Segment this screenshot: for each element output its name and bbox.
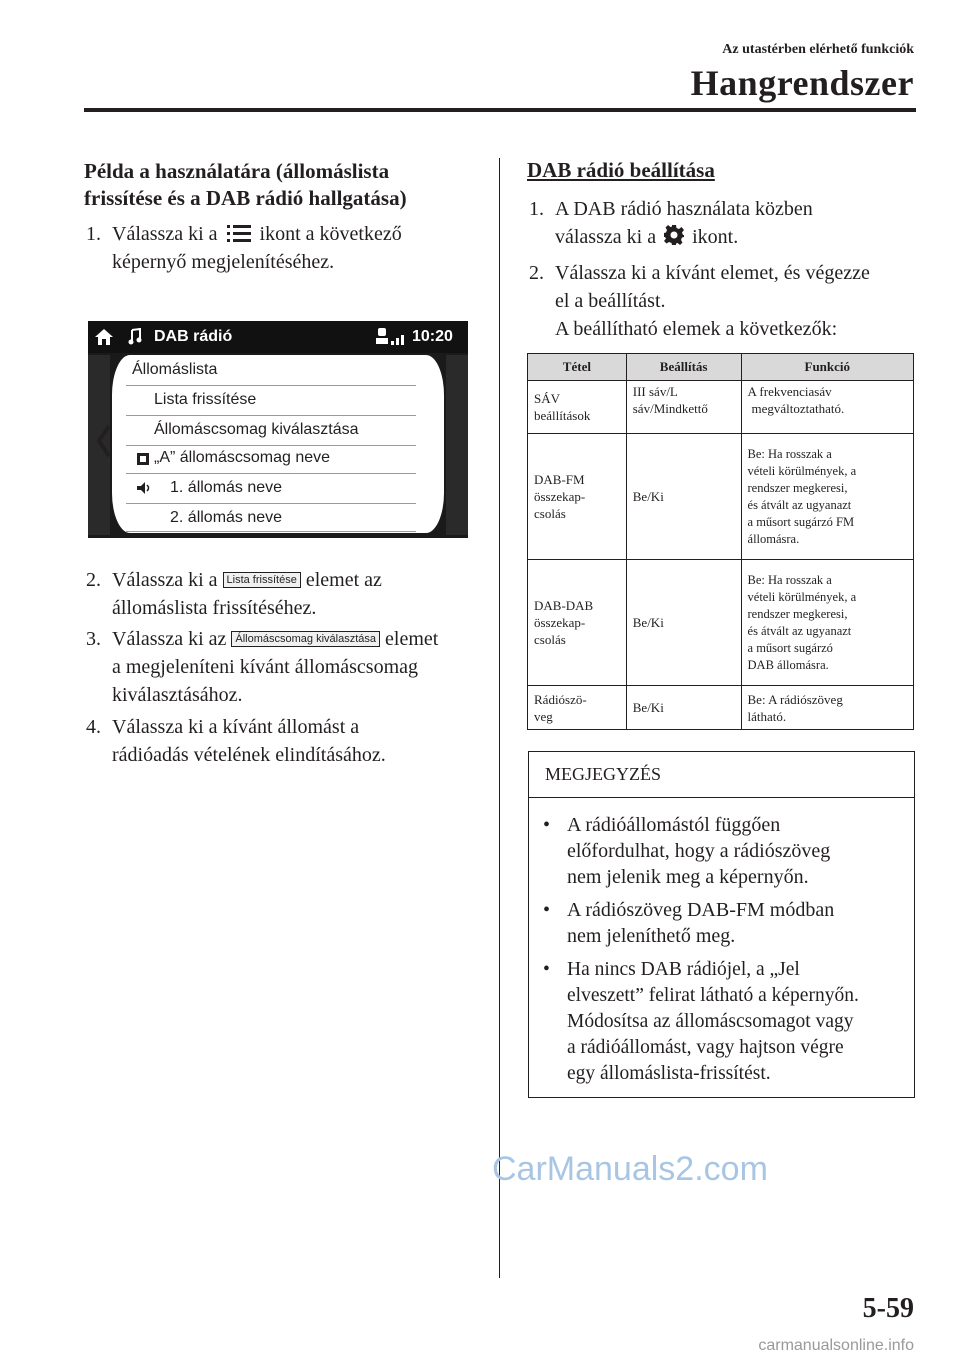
screen-item-station-1[interactable]: 1. állomás neve (170, 479, 283, 496)
screen-status-bar (88, 321, 468, 353)
bullet-dot: • (543, 814, 551, 836)
dab-settings-title: DAB rádió beállítása (527, 158, 715, 182)
screen-title: DAB rádió (154, 328, 233, 345)
example-title-line1: Példa a használatára (állomáslista (84, 159, 390, 183)
step-text: Válassza ki a kívánt elemet, és végezze (555, 262, 870, 284)
footer-watermark: carmanualsonline.info (758, 1337, 914, 1354)
step-number: 1. (529, 198, 544, 220)
table-cell-function: Be: Ha rosszak a vételi körülmények, a rendszer megkeresi, és átvált az ugyanazt a műsort sugárzó DAB állomásra. (741, 560, 913, 686)
screen-clock: 10:20 (412, 328, 453, 345)
step-text: Válassza ki a kívánt állomást a (112, 716, 360, 738)
column-divider (499, 158, 500, 1278)
step-text: ikont a következő (259, 223, 402, 245)
table-row (528, 686, 914, 730)
step-text: elemet (385, 628, 439, 650)
step-text: képernyő megjelenítéséhez. (112, 251, 335, 273)
screen-list (112, 355, 444, 533)
table-header-cell: Funkció (741, 354, 913, 381)
select-ensemble-chip: Állomáscsomag kiválasztása (231, 631, 380, 647)
table-cell-item: DAB-FM összekap- csolás (528, 434, 627, 560)
table-header-cell: Beállítás (626, 354, 741, 381)
left-step-2 (86, 566, 486, 626)
signal-strength-icon (374, 326, 408, 348)
back-arrow-icon[interactable] (94, 421, 114, 461)
left-step-3 (86, 625, 486, 715)
list-divider (126, 503, 416, 504)
table-cell-item: DAB-DAB összekap- csolás (528, 560, 627, 686)
left-step-1 (86, 220, 486, 280)
refresh-list-chip: Lista frissítése (223, 572, 301, 588)
list-divider (126, 531, 416, 532)
table-cell-setting: Be/Ki (626, 686, 741, 730)
example-title-line2: frissítése és a DAB rádió hallgatása) (84, 186, 407, 210)
table-cell-function: A frekvenciasáv megváltoztatható. (741, 381, 913, 434)
home-icon[interactable] (94, 328, 114, 346)
table-cell-function: Be: Ha rosszak a vételi körülmények, a rendszer megkeresi, és átvált az ugyanazt a műsort sugárzó FM állomásra. (741, 434, 913, 560)
gear-icon (663, 224, 685, 246)
step-text: Válassza ki a (112, 569, 218, 591)
settings-table (527, 353, 914, 730)
table-cell-function: Be: A rádiószöveg látható. (741, 686, 913, 730)
watermark-text: CarManuals2.com (492, 1150, 768, 1188)
list-divider (126, 473, 416, 474)
example-title (84, 158, 464, 212)
table-row (528, 381, 914, 434)
table-header-cell: Tétel (528, 354, 627, 381)
table-cell-setting: Be/Ki (626, 434, 741, 560)
header-rule (84, 108, 916, 112)
list-icon (225, 222, 253, 244)
screen-list-header: Állomáslista (132, 361, 218, 378)
table-row (528, 560, 914, 686)
screen-item-ensemble-name[interactable]: „A” állomáscsomag neve (154, 449, 331, 466)
page-title: Hangrendszer (690, 63, 914, 103)
step-text: kiválasztásához. (112, 684, 243, 706)
step-number: 2. (86, 569, 101, 591)
screen-item-station-2[interactable]: 2. állomás neve (170, 509, 283, 526)
step-number: 2. (529, 262, 544, 284)
step-number: 4. (86, 716, 101, 738)
step-text: válassza ki a (555, 226, 657, 248)
speaker-icon (136, 481, 152, 495)
list-divider (126, 445, 416, 446)
left-step-4 (86, 713, 486, 773)
note-box: MEGJEGYZÉS • A rádióállomástól függően előfordulhat, hogy a rádiószöveg nem jelenik meg a képernyőn. • A rádiószöveg DAB-FM módban nem jeleníthető meg. • Ha nincs DAB rádiójel, a „Jel elveszett” felirat látható a képernyőn. Módosítsa az állomáscsomagot vagy a rádióállomást, vagy hajtson végre egy állomáslista-frissítést. (528, 751, 915, 1098)
step-text: A DAB rádió használata közben (555, 198, 813, 220)
step-text: Válassza ki a (112, 223, 218, 245)
note-title: MEGJEGYZÉS (529, 752, 914, 798)
music-note-icon (128, 328, 142, 346)
step-text: állomáslista frissítéséhez. (112, 597, 317, 619)
bullet-dot: • (543, 959, 550, 980)
screen-item-select-ensemble[interactable]: Állomáscsomag kiválasztása (154, 421, 359, 438)
table-cell-item: Rádiószö- veg (528, 686, 627, 730)
step-text: elemet az (305, 569, 382, 591)
table-row (528, 434, 914, 560)
screen-item-refresh-list[interactable]: Lista frissítése (154, 391, 257, 408)
list-divider (126, 385, 416, 386)
bullet-dot: • (543, 899, 551, 921)
list-divider (126, 415, 416, 416)
table-header-row (528, 354, 914, 381)
step-text: rádióadás vételének elindításához. (112, 744, 386, 766)
right-step-2 (529, 259, 929, 349)
ensemble-icon (136, 452, 150, 466)
right-step-1 (529, 195, 919, 255)
step-number: 3. (86, 628, 101, 650)
dab-radio-screen (88, 321, 468, 538)
table-cell-setting: Be/Ki (626, 560, 741, 686)
table-cell-item: SÁV beállítások (528, 381, 627, 434)
page-number: 5-59 (862, 1293, 914, 1324)
step-number: 1. (86, 223, 101, 245)
step-text: a megjeleníteni kívánt állomáscsomag (112, 656, 419, 678)
step-text: Válassza ki az (112, 628, 227, 650)
step-text: A beállítható elemek a következők: (555, 318, 838, 340)
step-text: el a beállítást. (555, 290, 666, 312)
screen-right-bezel (446, 355, 468, 535)
step-text: ikont. (692, 226, 739, 248)
section-subtitle: Az utastérben elérhető funkciók (722, 42, 914, 57)
table-cell-setting: III sáv/L sáv/Mindkettő (626, 381, 741, 434)
